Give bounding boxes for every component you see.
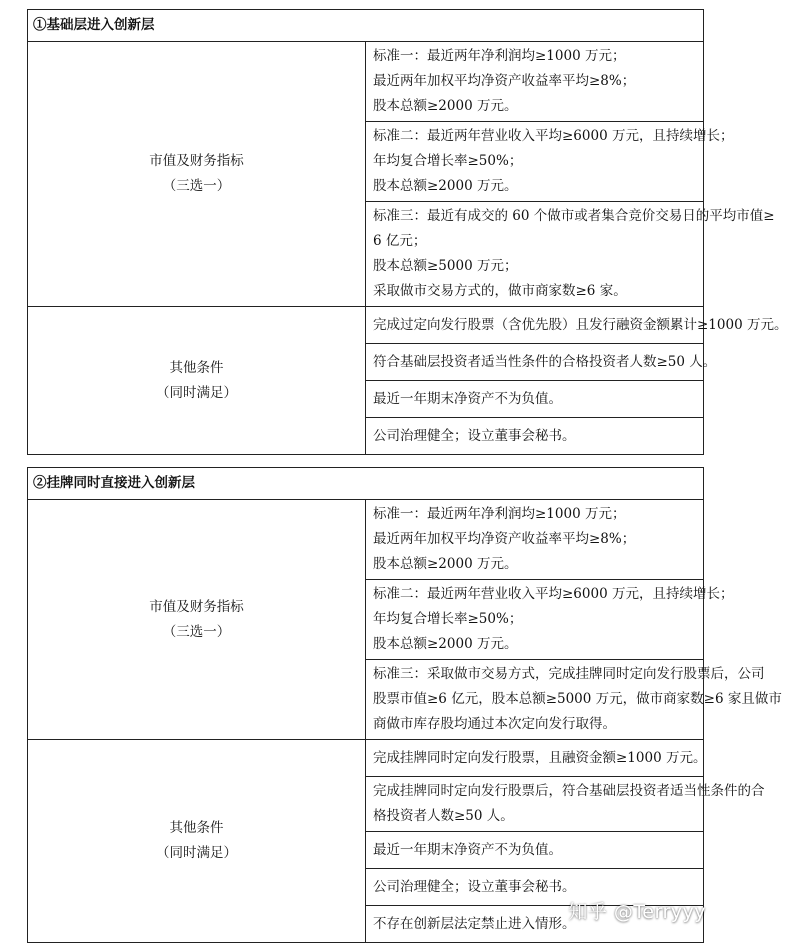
text-line: 年均复合增长率≥50%；	[373, 153, 523, 169]
text-line: 股本总额≥2000 万元。	[373, 636, 518, 652]
table-listing-to-innovation	[27, 467, 782, 943]
text-line: 标准一：最近两年净利润均≥1000 万元；	[373, 48, 626, 64]
label-line: （三选一）	[162, 178, 231, 194]
standard-cell	[366, 122, 734, 202]
text-line: 标准二：最近两年营业收入平均≥6000 万元，且持续增长；	[373, 128, 734, 144]
standard-cell	[366, 660, 782, 740]
condition-cell	[366, 381, 704, 418]
condition-cell	[366, 777, 765, 832]
row-label-other	[28, 740, 366, 943]
condition-cell	[366, 307, 787, 344]
condition-cell	[366, 344, 717, 381]
text-line: 不存在创新层法定禁止进入情形。	[373, 915, 576, 932]
text-line: 公司治理健全；设立董事会秘书。	[373, 878, 576, 895]
label-line: 市值及财务指标	[149, 598, 244, 615]
condition-cell	[366, 418, 704, 455]
text-line: 标准二：最近两年营业收入平均≥6000 万元，且持续增长；	[373, 586, 734, 602]
text-line: 完成过定向发行股票（含优先股）且发行融资金额累计≥1000 万元。	[373, 316, 787, 333]
text-line: 格投资者人数≥50 人。	[373, 808, 514, 824]
text-line: 股本总额≥2000 万元。	[373, 178, 518, 194]
text-line: 最近一年期末净资产不为负值。	[373, 841, 562, 858]
label-line: （三选一）	[162, 623, 231, 640]
label-line: 其他条件	[169, 359, 224, 376]
row-label-other	[28, 307, 366, 455]
standard-cell	[366, 580, 734, 660]
label-line: （同时满足）	[156, 384, 237, 401]
text-line: 股票市值≥6 亿元，股本总额≥5000 万元，做市商家数≥6 家且做市	[373, 691, 782, 707]
text-line: 完成挂牌同时定向发行股票后，符合基础层投资者适当性条件的合	[373, 783, 765, 799]
table-header: ①基础层进入创新层	[28, 10, 704, 42]
label-line: （同时满足）	[156, 845, 237, 861]
table-basic-to-innovation	[27, 9, 787, 455]
text-line: 股本总额≥2000 万元。	[373, 556, 518, 572]
text-line: 最近一年期末净资产不为负值。	[373, 390, 562, 407]
watermark: 知乎 @Terryyy	[568, 901, 706, 923]
standard-cell	[366, 500, 704, 580]
text-line: 完成挂牌同时定向发行股票，且融资金额≥1000 万元。	[373, 749, 707, 766]
row-label-finance	[28, 42, 366, 307]
text-line: 最近两年加权平均净资产收益率平均≥8%；	[373, 73, 636, 89]
condition-cell	[366, 740, 707, 777]
standard-cell	[366, 202, 775, 307]
text-line: 标准一：最近两年净利润均≥1000 万元；	[373, 506, 626, 522]
standard-cell	[366, 42, 704, 122]
text-line: 商做市库存股均通过本次定向发行取得。	[373, 716, 616, 732]
condition-cell	[366, 832, 704, 869]
text-line: 年均复合增长率≥50%；	[373, 611, 523, 627]
text-line: 公司治理健全；设立董事会秘书。	[373, 427, 576, 444]
table-header: ②挂牌同时直接进入创新层	[28, 468, 704, 500]
text-line: 标准三：最近有成交的 60 个做市或者集合竞价交易日的平均市值≥	[373, 208, 775, 224]
text-line: 采取做市交易方式的，做市商家数≥6 家。	[373, 283, 627, 299]
row-label-finance	[28, 500, 366, 740]
text-line: 标准三：采取做市交易方式，完成挂牌同时定向发行股票后，公司	[373, 666, 765, 682]
text-line: 6 亿元；	[373, 233, 427, 249]
label-line: 其他条件	[169, 820, 224, 836]
text-line: 股本总额≥5000 万元；	[373, 258, 518, 274]
label-line: 市值及财务指标	[149, 153, 244, 169]
text-line: 股本总额≥2000 万元。	[373, 98, 518, 114]
text-line: 符合基础层投资者适当性条件的合格投资者人数≥50 人。	[373, 353, 717, 370]
text-line: 最近两年加权平均净资产收益率平均≥8%；	[373, 531, 636, 547]
